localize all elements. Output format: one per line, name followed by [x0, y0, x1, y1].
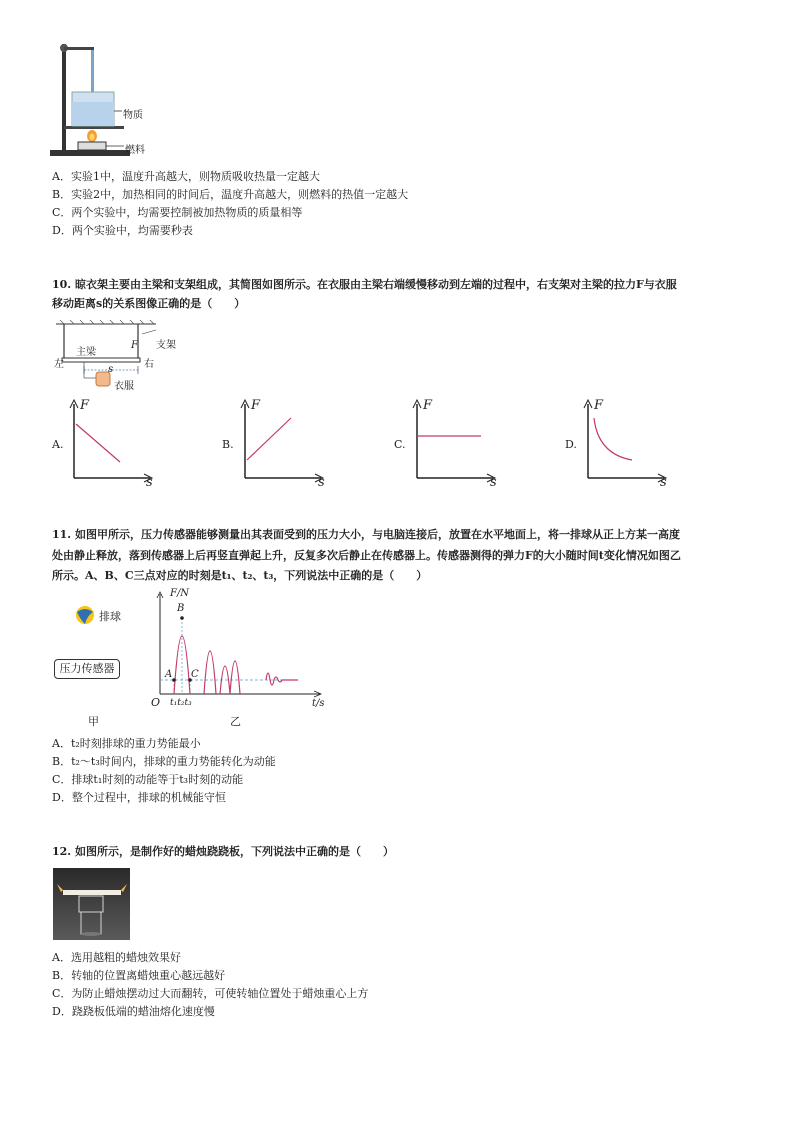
graph-c-option: C.: [394, 438, 406, 451]
label-substance: 物质: [123, 110, 143, 121]
graph-c-yaxis: F: [423, 398, 433, 413]
point-b-label: B: [177, 603, 185, 614]
label-fuel: 燃料: [125, 145, 145, 156]
q9-option-d: D．两个实验中，均需要秒表: [52, 224, 193, 237]
q12-option-d: D．跷跷板低端的蜡油熔化速度慢: [52, 1005, 215, 1018]
q11-stem-line3: 所示。A、B、C三点对应的时刻是t₁、t₂、t₃，下列说法中正确的是（ ）: [52, 569, 428, 582]
graph-xaxis-label: t/s: [312, 698, 325, 709]
label-s: s: [108, 364, 114, 375]
graph-c-xaxis: s: [490, 475, 497, 490]
graph-time-ticks: t₁t₂t₃: [170, 698, 192, 708]
label-right: 右: [144, 359, 154, 370]
q11-option-d: D．整个过程中，排球的机械能守恒: [52, 791, 226, 804]
label-support: 支架: [156, 340, 176, 351]
label-F: F: [131, 340, 138, 351]
label-ball: 排球: [99, 610, 121, 623]
label-yi: 乙: [230, 715, 241, 728]
label-clothes: 衣服: [114, 381, 134, 392]
graph-d-xaxis: s: [660, 475, 667, 490]
label-left: 左: [54, 359, 64, 370]
q12-option-c: C．为防止蜡烛摆动过大而翻转，可使转轴位置处于蜡烛重心上方: [52, 987, 369, 1000]
volleyball-icon: [74, 604, 96, 626]
graph-b-option: B.: [222, 438, 234, 451]
graph-a-option: A.: [52, 438, 64, 451]
graph-a-yaxis: F: [80, 398, 90, 413]
q12-option-a: A．选用越粗的蜡烛效果好: [52, 951, 181, 964]
graph-a-xaxis: s: [146, 475, 153, 490]
q10-stem-line2: 移动距离s的关系图像正确的是（ ）: [52, 297, 246, 310]
label-beam: 主梁: [76, 347, 96, 358]
force-time-graph: [148, 588, 328, 708]
q11-option-a: A．t₂时刻排球的重力势能最小: [52, 737, 201, 750]
q11-stem-line1: 11. 如图甲所示，压力传感器能够测量出其表面受到的压力大小，与电脑连接后，放置在水平地面上，将一排球从正上方某一高度: [52, 528, 680, 541]
graph-b-xaxis: s: [318, 475, 325, 490]
point-c-label: C: [191, 669, 199, 680]
heating-apparatus-figure: [44, 36, 164, 162]
q11-option-b: B．t₂～t₃时间内，排球的重力势能转化为动能: [52, 755, 276, 768]
q9-option-a: A．实验1中，温度升高越大，则物质吸收热量一定越大: [52, 170, 320, 183]
pressure-sensor-box: 压力传感器: [54, 659, 120, 679]
q11-option-c: C．排球t₁时刻的动能等于t₃时刻的动能: [52, 773, 244, 786]
graph-yaxis-label: F/N: [170, 588, 190, 599]
q9-option-c: C．两个实验中，均需要控制被加热物质的质量相等: [52, 206, 303, 219]
q12-stem-line1: 12. 如图所示，是制作好的蜡烛跷跷板，下列说法中正确的是（ ）: [52, 845, 394, 858]
graph-d-yaxis: F: [594, 398, 604, 413]
q9-option-b: B．实验2中，加热相同的时间后，温度升高越大，则燃料的热值一定越大: [52, 188, 409, 201]
point-a-label: A: [165, 669, 173, 680]
label-jia: 甲: [88, 715, 99, 728]
graph-b-yaxis: F: [251, 398, 261, 413]
q11-stem-line2: 处由静止释放，落到传感器上后再竖直弹起上升，反复多次后静止在传感器上。传感器测得的弹力F的大小随时间t变化情况如图乙: [52, 549, 681, 562]
graph-d-option: D.: [565, 438, 577, 451]
candle-seesaw-photo: [53, 868, 130, 940]
graph-origin-label: O: [151, 696, 161, 709]
q10-stem-line1: 10. 晾衣架主要由主梁和支架组成，其简图如图所示。在衣服由主梁右端缓慢移动到左端的过程中，右支架对主梁的拉力F与衣服: [52, 278, 677, 291]
q12-option-b: B．转轴的位置离蜡烛重心越远越好: [52, 969, 226, 982]
